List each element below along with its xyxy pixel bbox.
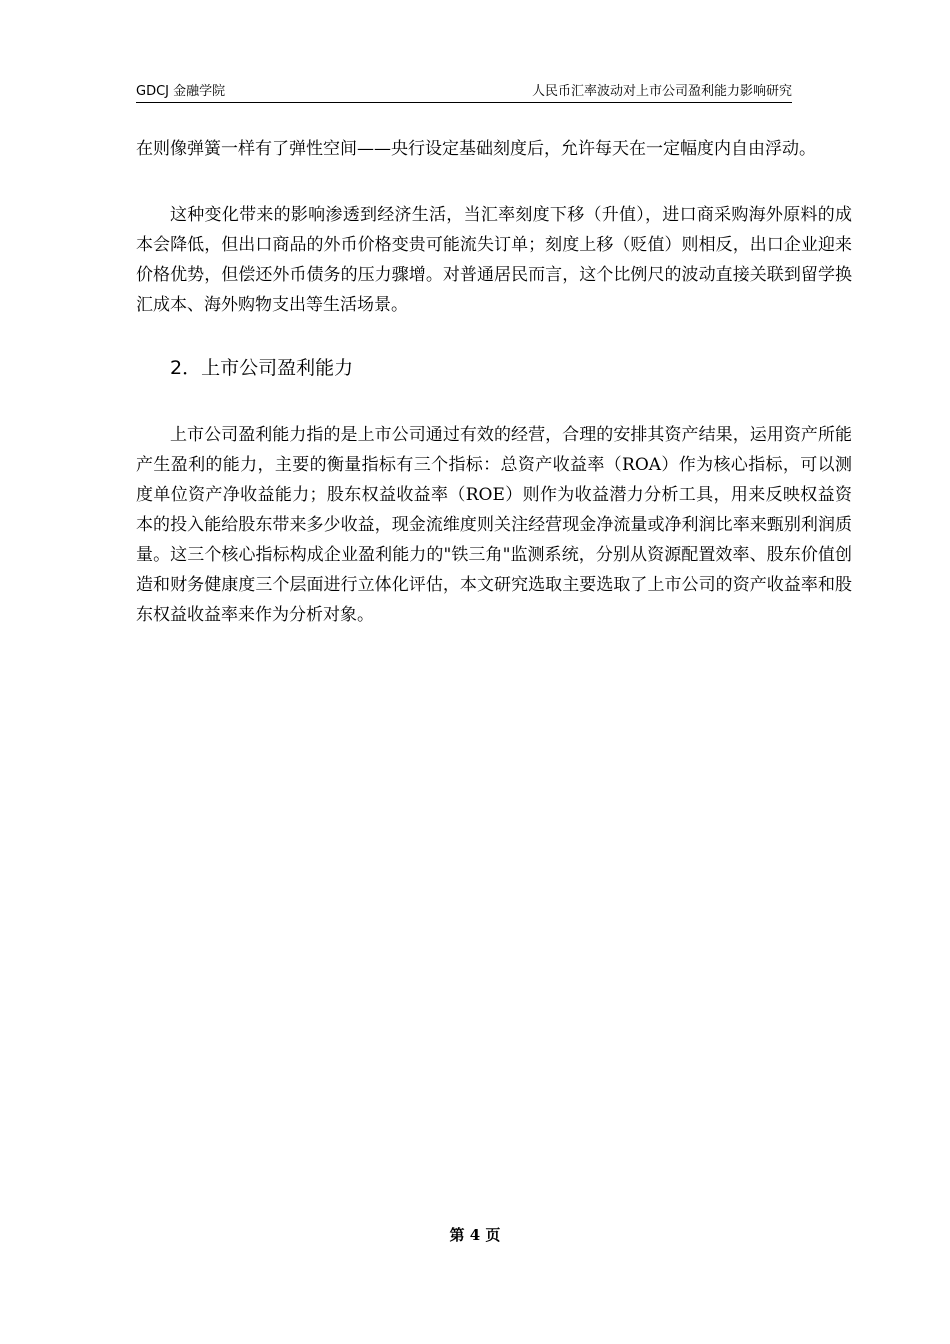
page-header	[136, 84, 792, 103]
page-number: 第 4 页	[449, 1226, 501, 1244]
paragraph-profitability: 上市公司盈利能力指的是上市公司通过有效的经营，合理的安排其资产结果，运用资产所能产生盈利的能力，主要的衡量指标有三个指标：总资产收益率（ROA）作为核心指标，可以测度单位资产净收益能力；股东权益收益率（ROE）则作为收益潜力分析工具，用来反映权益资本的投入能给股东带来多少收益，现金流维度则关注经营现金净流量或净利润比率来甄别利润质量。这三个核心指标构成企业盈利能力的"铁三角"监测系统，分别从资源配置效率、股东价值创造和财务健康度三个层面进行立体化评估，本文研究选取主要选取了上市公司的资产收益率和股东权益收益率来作为分析对象。	[136, 425, 852, 625]
header-institution: GDCJ 金融学院	[136, 84, 226, 99]
header-paper-title: 人民币汇率波动对上市公司盈利能力影响研究	[531, 84, 792, 99]
paragraph-exchange-rate-impact: 这种变化带来的影响渗透到经济生活，当汇率刻度下移（升值），进口商采购海外原料的成本会降低，但出口商品的外币价格变贵可能流失订单；刻度上移（贬值）则相反，出口企业迎来价格优势，但偿还外币债务的压力骤增。对普通居民而言，这个比例尺的波动直接关联到留学换汇成本、海外购物支出等生活场景。	[136, 205, 852, 315]
paragraph-continuation: 在则像弹簧一样有了弹性空间——央行设定基础刻度后，允许每天在一定幅度内自由浮动。	[136, 139, 816, 159]
section-heading: 2．上市公司盈利能力	[170, 357, 354, 379]
